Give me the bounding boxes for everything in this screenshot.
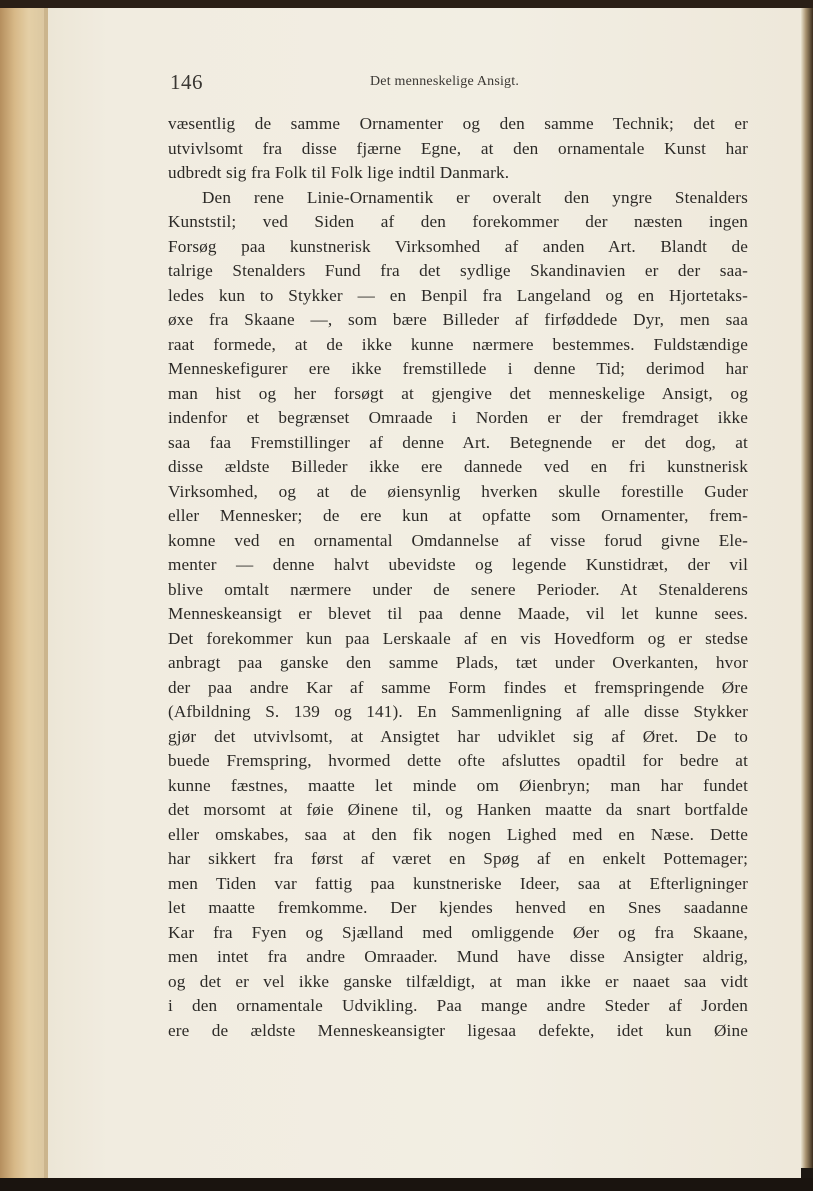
text-line: ledes kun to Stykker — en Benpil fra Langeland og en Hjortetaks- <box>168 285 748 305</box>
text-line: Menneskeansigt er blevet til paa denne Maade, vil let kunne sees. <box>168 604 748 623</box>
text-line: eller Mennesker; de ere kun at opfatte som Ornamenter, frem- <box>168 506 748 525</box>
text-line: men Tiden var fattig paa kunstneriske Ideer, saa at Efterligninger <box>168 873 748 893</box>
text-line: ere de ældste Menneskeansigter ligesaa defekte, idet kun Øine <box>168 1020 748 1040</box>
book-bottom-edge <box>0 1178 813 1191</box>
page-number: 146 <box>170 70 203 94</box>
text-line: gjør det utvivlsomt, at Ansigtet har udviklet sig af Øret. De to <box>168 726 748 746</box>
book-top-edge <box>0 0 813 8</box>
text-line: det morsomt at føie Øinene til, og Hanken maatte da snart bortfalde <box>168 800 748 819</box>
text-line: talrige Stenalders Fund fra det sydlige Skandinavien er der saa- <box>168 261 748 280</box>
text-line: Kar fra Fyen og Sjælland med omliggende Øer og fra Skaane, <box>168 922 748 942</box>
text-line: men intet fra andre Omraader. Mund have disse Ansigter aldrig, <box>168 947 748 966</box>
text-line: Den rene Linie-Ornamentik er overalt den yngre Stenalders <box>202 187 748 207</box>
text-line: menter — denne halvt ubevidste og legende Kunstidræt, der vil <box>168 555 748 574</box>
text-line: eller omskabes, saa at den fik nogen Lighed med en Næse. Dette <box>168 824 748 844</box>
text-line: buede Fremspring, hvormed dette ofte afsluttes opadtil for bedre at <box>168 751 748 770</box>
text-line: man hist og her forsøgt at gjengive det menneskelige Ansigt, og <box>168 383 748 403</box>
page-header <box>170 66 730 98</box>
text-line: i den ornamentale Udvikling. Paa mange andre Steder af Jorden <box>168 996 748 1015</box>
text-line: (Afbildning S. 139 og 141). En Sammenligning af alle disse Stykker <box>168 702 748 721</box>
text-line: Menneskefigurer ere ikke fremstillede i denne Tid; derimod har <box>168 359 748 378</box>
text-line: let maatte fremkomme. Der kjendes henved en Snes saadanne <box>168 898 748 917</box>
text-line: kunne fæstnes, maatte let minde om Øienbryn; man har fundet <box>168 775 748 795</box>
text-line: der paa andre Kar af samme Form findes et fremspringende Øre <box>168 677 748 697</box>
text-line: saa faa Fremstillinger af denne Art. Betegnende er det dog, at <box>168 432 748 452</box>
text-line: indenfor et begrænset Omraade i Norden er der fremdraget ikke <box>168 408 748 427</box>
page-stack-edge <box>801 8 813 1168</box>
text-line: har sikkert fra først af været en Spøg af en enkelt Pottemager; <box>168 849 748 868</box>
text-line: Kunststil; ved Siden af den forekommer der næsten ingen <box>168 212 748 231</box>
running-head: Det menneskelige Ansigt. <box>370 74 520 89</box>
text-line: udbredt sig fra Folk til Folk lige indtil Danmark. <box>168 163 510 182</box>
text-line: og det er vel ikke ganske tilfældigt, at man ikke er naaet saa vidt <box>168 971 748 991</box>
text-line: Forsøg paa kunstnerisk Virksomhed af anden Art. Blandt de <box>168 236 748 256</box>
text-line: Det forekommer kun paa Lerskaale af en vis Hovedform og er stedse <box>168 628 748 648</box>
text-line: komne ved en ornamental Omdannelse af visse forud givne Ele- <box>168 530 748 550</box>
text-line: Virksomhed, og at de øiensynlig hverken skulle forestille Guder <box>168 481 748 501</box>
book-gutter <box>0 8 48 1178</box>
book-page <box>48 8 801 1178</box>
text-line: væsentlig de samme Ornamenter og den samme Technik; det er <box>168 114 748 133</box>
text-line: blive omtalt nærmere under de senere Perioder. At Stenalderens <box>168 579 748 599</box>
text-line: disse ældste Billeder ikke ere dannede ved en fri kunstnerisk <box>168 457 748 476</box>
text-line: anbragt paa ganske den samme Plads, tæt under Overkanten, hvor <box>168 653 748 672</box>
text-line: raat formede, at de ikke kunne nærmere bestemmes. Fuldstændige <box>168 334 748 354</box>
text-line: utvivlsomt fra disse fjærne Egne, at den ornamentale Kunst har <box>168 138 748 158</box>
text-line: øxe fra Skaane —, som bære Billeder af firføddede Dyr, men saa <box>168 310 748 329</box>
body-text <box>168 112 748 1043</box>
